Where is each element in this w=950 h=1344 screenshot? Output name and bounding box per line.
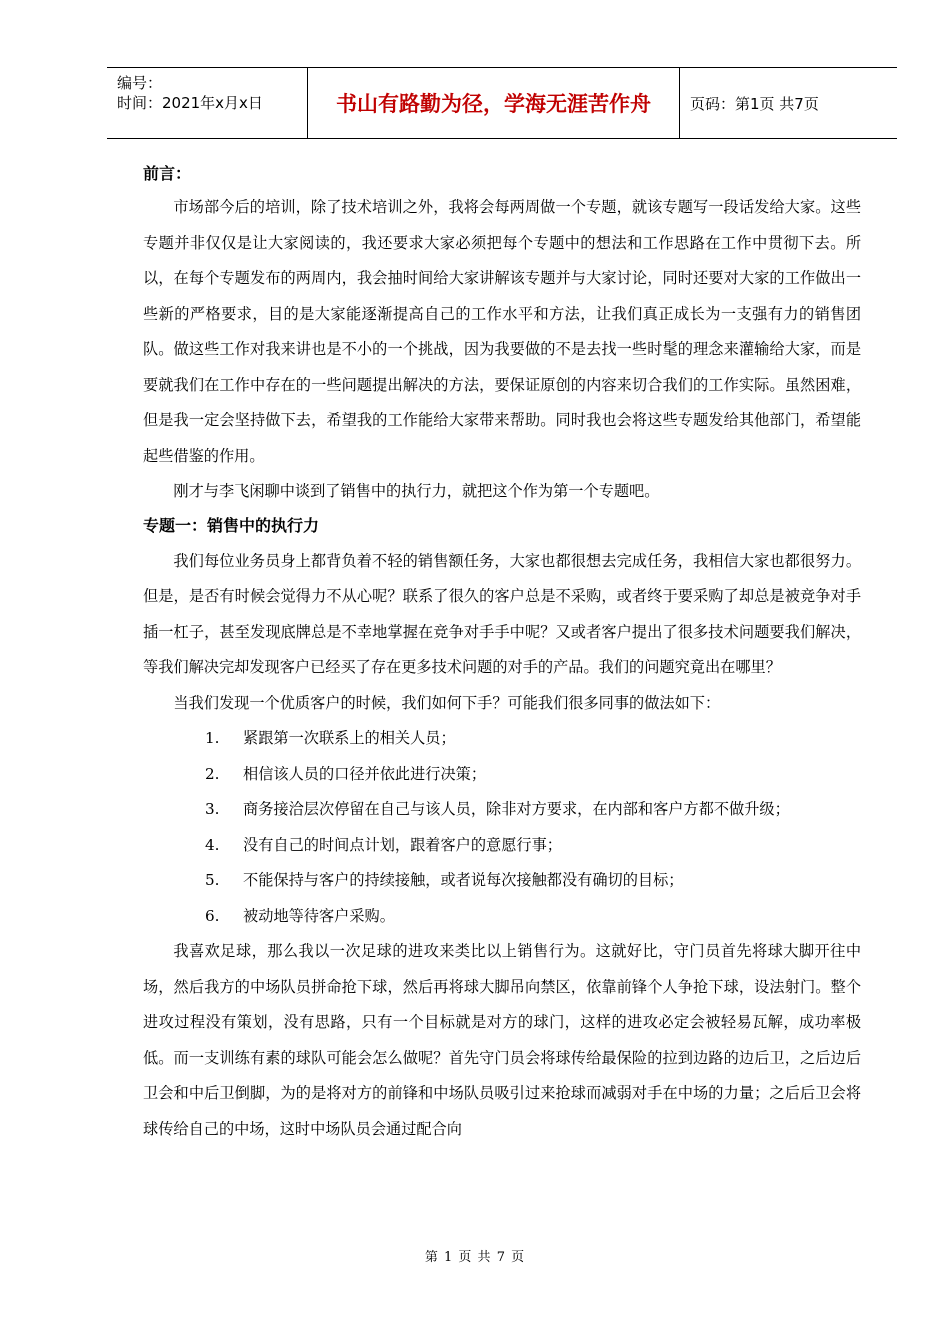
list-item-number: 2. [205,764,220,783]
preface-paragraph-1: 市场部今后的培训，除了技术培训之外，我将会每两周做一个专题，就该专题写一段话发给大家。这些专题并非仅仅是让大家阅读的，我还要求大家必须把每个专题中的想法和工作思路在工作中贯彻下去。所以，在每个专题发布的两周内，我会抽时间给大家讲解该专题并与大家讨论，同时还要对大家的工作做出一些新的严格要求，目的是大家能逐渐提高自己的工作水平和方法，让我们真正成长为一支强有力的销售团队。做这些工作对我来讲也是不小的一个挑战，因为我要做的不是去找一些时髦的理念来灌输给大家，而是要就我们在工作中存在的一些问题提出解决的方法，要保证原创的内容来切合我们的工作实际。虽然困难，但是我一定会坚持做下去，希望我的工作能给大家带来帮助。同时我也会将这些专题发给其他部门，希望能起些借鉴的作用。 [143,198,861,465]
list-item-text: 商务接洽层次停留在自己与该人员，除非对方要求，在内部和客户方都不做升级； [243,800,790,818]
preface-title: 前言： [143,164,192,183]
list-item-text: 紧跟第一次联系上的相关人员； [243,729,456,747]
topic1-paragraph-1: 我们每位业务员身上都背负着不轻的销售额任务，大家也都很想去完成任务，我相信大家也都很努力。但是，是否有时候会觉得力不从心呢？联系了很久的客户总是不采购，或者终于要采购了却总是被竞争对手插一杠子，甚至发现底牌总是不幸地掌握在竞争对手手中呢？又或者客户提出了很多技术问题要我们解决，等我们解决完却发现客户已经买了存在更多技术问题的对手的产品。我们的问题究竟出在哪里？ [143,551,861,676]
list-item [143,721,861,757]
list-item [143,757,861,793]
practice-list [143,721,861,934]
header-motto: 书山有路勤为径，学海无涯苦作舟 [308,68,680,138]
list-item-text: 没有自己的时间点计划，跟着客户的意愿行事； [243,835,562,854]
list-item [143,828,861,864]
document-number-label: 编号： [117,74,163,92]
list-item-number: 3. [205,800,220,818]
list-item-number: 6. [205,906,220,925]
list-item-text: 不能保持与客户的持续接触，或者说每次接触都没有确切的目标； [243,871,684,889]
list-item [143,792,861,828]
list-item-number: 5. [205,871,220,889]
list-item-number: 1. [205,729,220,747]
header-meta-cell [107,68,308,138]
page-footer: 第 1 页 共 7 页 [424,1250,526,1265]
topic1-paragraph-3: 我喜欢足球，那么我以一次足球的进攻来类比以上销售行为。这就好比，守门员首先将球大脚开往中场，然后我方的中场队员拼命抢下球，然后再将球大脚吊向禁区，依靠前锋个人争抢下球，设法射门。整个进攻过程没有策划，没有思路，只有一个目标就是对方的球门，这样的进攻必定会被轻易瓦解，成功率极低。而一支训练有素的球队可能会怎么做呢？首先守门员会将球传给最保险的拉到边路的边后卫，之后边后卫会和中后卫倒脚，为的是将对方的前锋和中场队员吸引过来抢球而减弱对手在中场的力量；之后后卫会将球传给自己的中场，这时中场队员会通过配合向 [143,942,861,1138]
list-item-text: 被动地等待客户采购。 [243,906,395,925]
list-item-number: 4. [205,835,220,854]
list-item [143,899,861,935]
header-page-label: 页码：第1页 共7页 [690,94,819,113]
document-header [107,67,897,139]
list-item-text: 相信该人员的口径并依此进行决策； [243,764,486,783]
list-item [143,863,861,899]
document-body [143,160,861,1147]
topic1-title: 专题一：销售中的执行力 [143,515,320,535]
topic1-paragraph-2: 当我们发现一个优质客户的时候，我们如何下手？可能我们很多同事的做法如下： [173,693,721,712]
preface-paragraph-2: 刚才与李飞闲聊中谈到了销售中的执行力，就把这个作为第一个专题吧。 [173,482,660,500]
document-date-label: 时间：2021年x月x日 [117,94,263,112]
